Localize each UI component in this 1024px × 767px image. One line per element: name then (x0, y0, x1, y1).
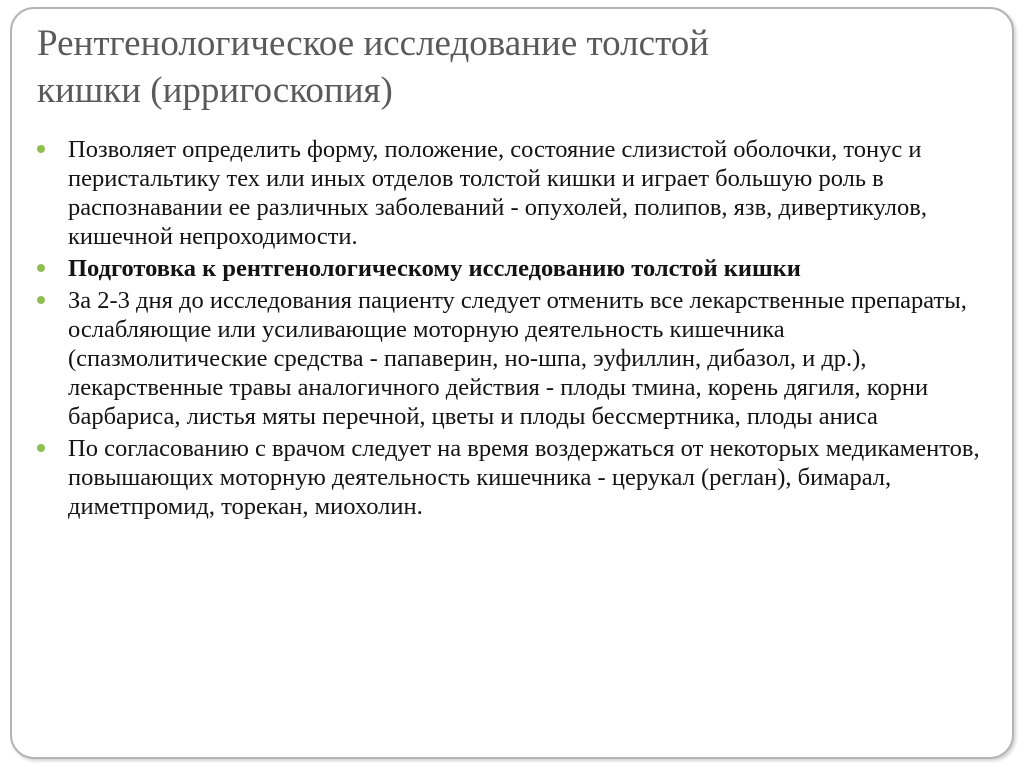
bullet-text: Подготовка к рентгенологическому исследованию толстой кишки (68, 255, 801, 282)
title-line-2: кишки (ирригоскопия) (37, 70, 393, 111)
bullet-dot-icon (37, 264, 45, 272)
bullet-list (37, 135, 987, 524)
bullet-dot-icon (37, 296, 45, 304)
bullet-dot-icon (37, 444, 45, 452)
bullet-item-preparation-heading (37, 254, 987, 283)
bullet-item-doctor-agreement (37, 434, 987, 521)
bullet-dot-icon (37, 145, 45, 153)
title-line-1: Рентгенологическое исследование толстой (37, 23, 710, 64)
slide-title (37, 20, 937, 114)
bullet-text: По согласованию с врачом следует на время воздержаться от некоторых медикаментов, повышающих моторную деятельность кишечника - церукал (реглан), бимарал, диметпромид, торекан, миохолин. (68, 435, 980, 520)
bullet-text: Позволяет определить форму, положение, состояние слизистой оболочки, тонус и перистальтику тех или иных отделов толстой кишки и играет большую роль в распознавании ее различных заболеваний - опухолей, полипов, язв, дивертикулов, кишечной непроходимости. (68, 136, 927, 250)
bullet-item-medications (37, 286, 987, 431)
bullet-item-description (37, 135, 987, 251)
bullet-text: За 2-3 дня до исследования пациенту следует отменить все лекарственные препараты, ослабляющие или усиливающие моторную деятельность кишечника (спазмолитические средства - папаверин, но-шпа, эуфиллин, дибазол, и др.), лекарственные травы аналогичного действия - плоды тмина, корень дягиля, корни барбариса, листья мяты перечной, цветы и плоды бессмертника, плоды аниса (68, 287, 967, 430)
